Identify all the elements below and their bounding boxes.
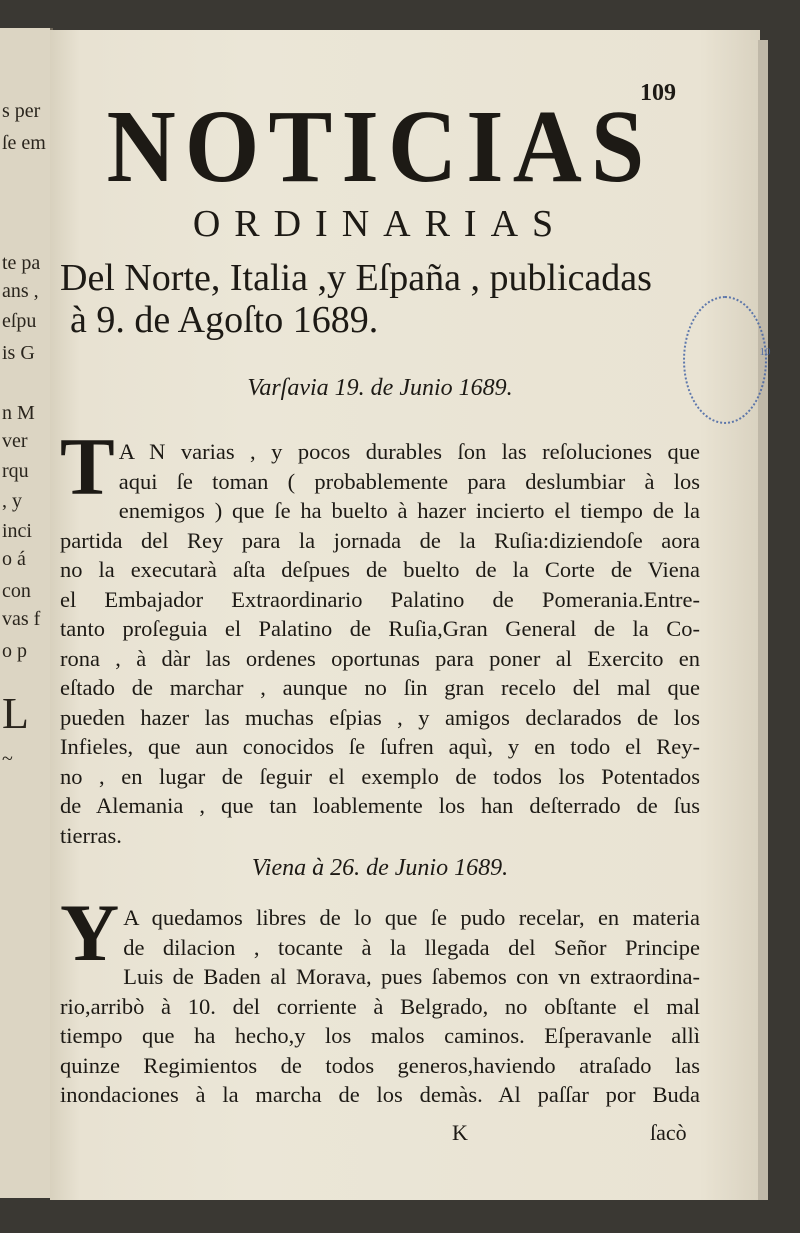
prev-page-fragment: n M <box>2 402 35 424</box>
prev-page-fragment: , y <box>2 490 22 512</box>
text-line: partida del Rey para la jornada de la Ruſia:diziendoſe aora <box>60 527 700 553</box>
text-line: el Embajador Extraordinario Palatino de Pomerania.Entre- <box>60 586 700 612</box>
text-line: Luis de Baden al Morava, pues ſabemos con vn extraordina- <box>123 964 700 989</box>
signature-mark: K <box>452 1120 468 1145</box>
library-stamp <box>683 296 771 424</box>
prev-page-fragment: o p <box>2 640 27 662</box>
headline-line: Del Norte, Italia ,y Eſpaña , publicadas <box>60 257 652 299</box>
text-line: enemigos ) que ſe ha buelto à hazer incierto el tiempo de la <box>118 498 700 523</box>
text-line: de dilacion , tocante à la llegada del Señor Principe <box>123 934 700 960</box>
prev-page-fragment: s per <box>2 100 41 122</box>
page-number: 109 <box>640 80 676 106</box>
prev-page-fragment: ſe em <box>2 132 46 154</box>
text-line: no la executarà aſta deſpues de buelto de la Corte de Viena <box>60 557 700 582</box>
prev-page-fragment: o á <box>2 548 26 570</box>
stamp-text: 10 <box>759 346 771 358</box>
prev-page-fragment: te pa <box>2 252 41 274</box>
prev-page-fragment: ~ <box>2 748 13 770</box>
headline-line: à 9. de Agoſto 1689. <box>70 298 379 341</box>
page-title: NOTICIAS <box>106 89 654 204</box>
previous-page-edge <box>0 28 53 1198</box>
drop-cap: T <box>60 421 115 512</box>
text-line: pueden hazer las muchas eſpias , y amigos declarados de los <box>60 704 700 730</box>
text-line: de Alemania , que tan loablemente los han deſterrado de ſus <box>60 793 700 818</box>
page-edge <box>758 40 768 1200</box>
text-line: eſtado de marchar , aunque no ſin gran recelo del mal que <box>60 675 700 700</box>
drop-cap: Y <box>60 887 120 978</box>
prev-page-fragment: eſpu <box>2 310 37 332</box>
text-line: inondaciones à la marcha de los demàs. Al paſſar por Buda <box>60 1082 700 1107</box>
text-line: tanto proſeguia el Palatino de Ruſia,Gran General de la Co- <box>60 616 700 641</box>
prev-page-fragment: is G <box>2 342 35 364</box>
prev-page-fragment: rqu <box>2 460 29 482</box>
prev-page-fragment: inci <box>2 520 32 542</box>
dateline-varsovia: Varſavia 19. de Junio 1689. <box>247 375 513 401</box>
prev-page-fragment: L <box>2 689 29 738</box>
text-line: aqui ſe toman ( probablemente para deslumbiar à los <box>118 468 700 494</box>
headline <box>60 258 710 342</box>
article-paragraph <box>60 421 700 850</box>
text-line: rio,arribò à 10. del corriente à Belgrado, no obſtante el mal <box>60 993 700 1019</box>
prev-page-fragment: vas f <box>2 608 41 630</box>
article-paragraph <box>60 887 700 1110</box>
text-line: A quedamos libres de lo que ſe pudo recelar, en materia <box>123 905 700 930</box>
text-line: tierras. <box>60 822 122 848</box>
text-line: rona , à dàr las ordenes oportunas para poner al Exercito en <box>60 645 700 671</box>
text-line: quinze Regimientos de todos generos,haviendo atraſado las <box>60 1052 700 1078</box>
dateline-viena: Viena à 26. de Junio 1689. <box>251 855 509 881</box>
prev-page-fragment: con <box>2 580 31 602</box>
text-line: no , en lugar de ſeguir el exemplo de todos los Potentados <box>60 763 700 789</box>
text-line: tiempo que ha hecho,y los malos caminos. Eſperavanle allì <box>60 1023 700 1048</box>
prev-page-fragment: ver <box>2 430 28 452</box>
subtitle: ORDINARIAS <box>192 203 568 245</box>
text-line: Infieles, que aun conocidos ſe ſufren aquì, y en todo el Rey- <box>60 734 700 759</box>
prev-page-fragment: ans , <box>2 280 39 302</box>
catchword: ſacò <box>650 1120 687 1145</box>
text-line: A N varias , y pocos durables ſon las reſoluciones que <box>118 439 700 464</box>
